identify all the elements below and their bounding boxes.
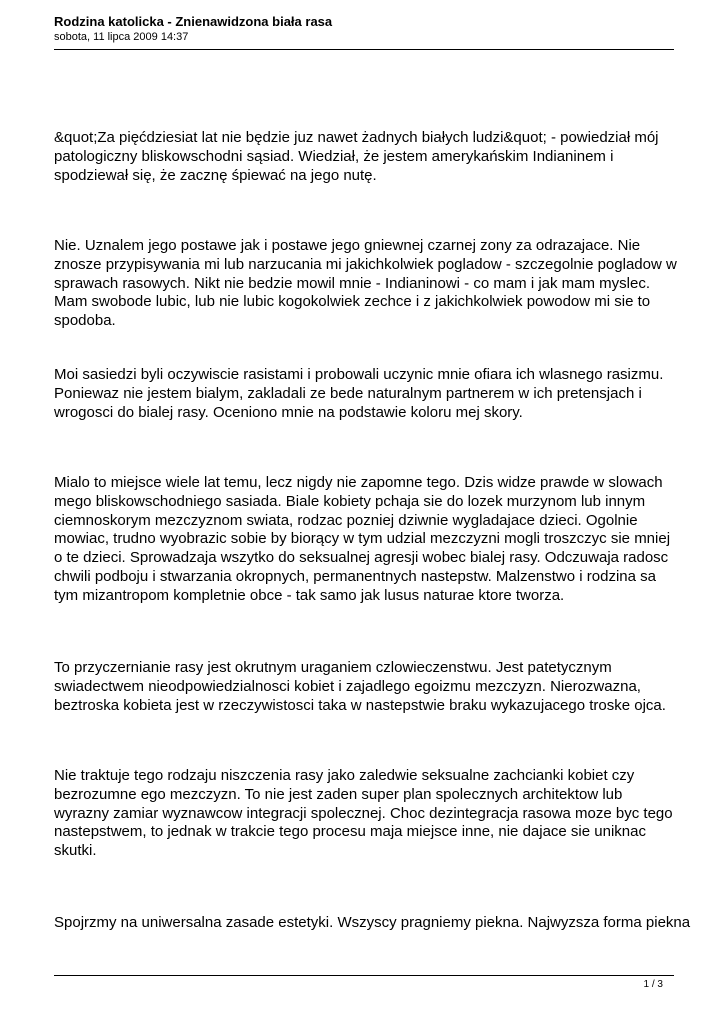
paragraph-6: Nie traktuje tego rodzaju niszczenia rasy jako zaledwie seksualne zachcianki kobiet czy bezrozumne ego mezczyzn. To nie jest zaden super plan spolecznych architektow lub wyrazny zamiar wyznawcow integracji spolecznej. Choc dezintegracja rasowa moze byc tego nastepstwem, to jednak w trakcie tego procesu maja miejsce inne, nie dajace sie uniknac skutki.: [54, 767, 673, 860]
page-number: 1 / 3: [643, 979, 663, 990]
paragraph-1: &quot;Za pięćdziesiat lat nie będzie juz nawet żadnych białych ludzi&quot; - powiedział mój patologiczny bliskowschodni sąsiad. Wiedział, że jestem amerykańskim Indianinem i spodziewał się, że zacznę śpiewać na jego nutę.: [54, 129, 659, 184]
footer-divider: [54, 975, 674, 976]
paragraph-3: Moi sasiedzi byli oczywiscie rasistami i probowali uczynic mnie ofiara ich wlasnego rasizmu. Poniewaz nie jestem bialym, zakladali ze bede naturalnym partnerem w ich pretensjach i wrogosci do bialej rasy. Oceniono mnie na podstawie koloru mej skory.: [54, 366, 664, 421]
paragraph-4: Mialo to miejsce wiele lat temu, lecz nigdy nie zapomne tego. Dzis widze prawde w slowach mego bliskowschodniego sasiada. Biale kobiety pchaja sie do lozek murzynom lub innym ciemnoskorym mezczyznom swiata, rodzac pozniej dziwnie wygladajace dzieci. Ogolnie mowiac, trudno wyobrazic sobie by biorący w tym udzial mezczyzni mogli troszczyc sie mniej o te dzieci. Sprowadzaja wszytko do seksualnej agresji wobec bialej rasy. Odczuwaja radosc chwili podboju i stwarzania okropnych, permanentnych nastepstw. Malzenstwo i rodzina sa tym mizantropom kompletnie obce - tak samo jak lusus naturae ktore tworza.: [54, 474, 671, 604]
document-date: sobota, 11 lipca 2009 14:37: [54, 31, 189, 43]
header-divider: [54, 49, 674, 50]
document-title: Rodzina katolicka - Znienawidzona biała rasa: [54, 14, 333, 29]
paragraph-5: To przyczernianie rasy jest okrutnym uraganiem czlowieczenstwu. Jest patetycznym swiadectwem nieodpowiedzialnosci kobiet i zajadlego egoizmu mezczyzn. Nierozwazna, beztroska kobieta jest w rzeczywistosci taka w nastepstwie braku wykazujacego troske ojca.: [54, 659, 666, 714]
paragraph-2: Nie. Uznalem jego postawe jak i postawe jego gniewnej czarnej zony za odrazajace. Nie znosze przypisywania mi lub narzucania mi jakichkolwiek pogladow - szczegolnie pogladow w sprawach rasowych. Nikt nie bedzie mowil mnie - Indianinowi - co mam i jak mam myslec. Mam swobode lubic, lub nie lubic kogokolwiek zechce i z jakichkolwiek powodow mi sie to spodoba.: [54, 237, 677, 330]
document-header: [54, 14, 674, 44]
paragraph-7: Spojrzmy na uniwersalna zasade estetyki. Wszyscy pragniemy piekna. Najwyzsza forma piekna: [54, 914, 691, 931]
